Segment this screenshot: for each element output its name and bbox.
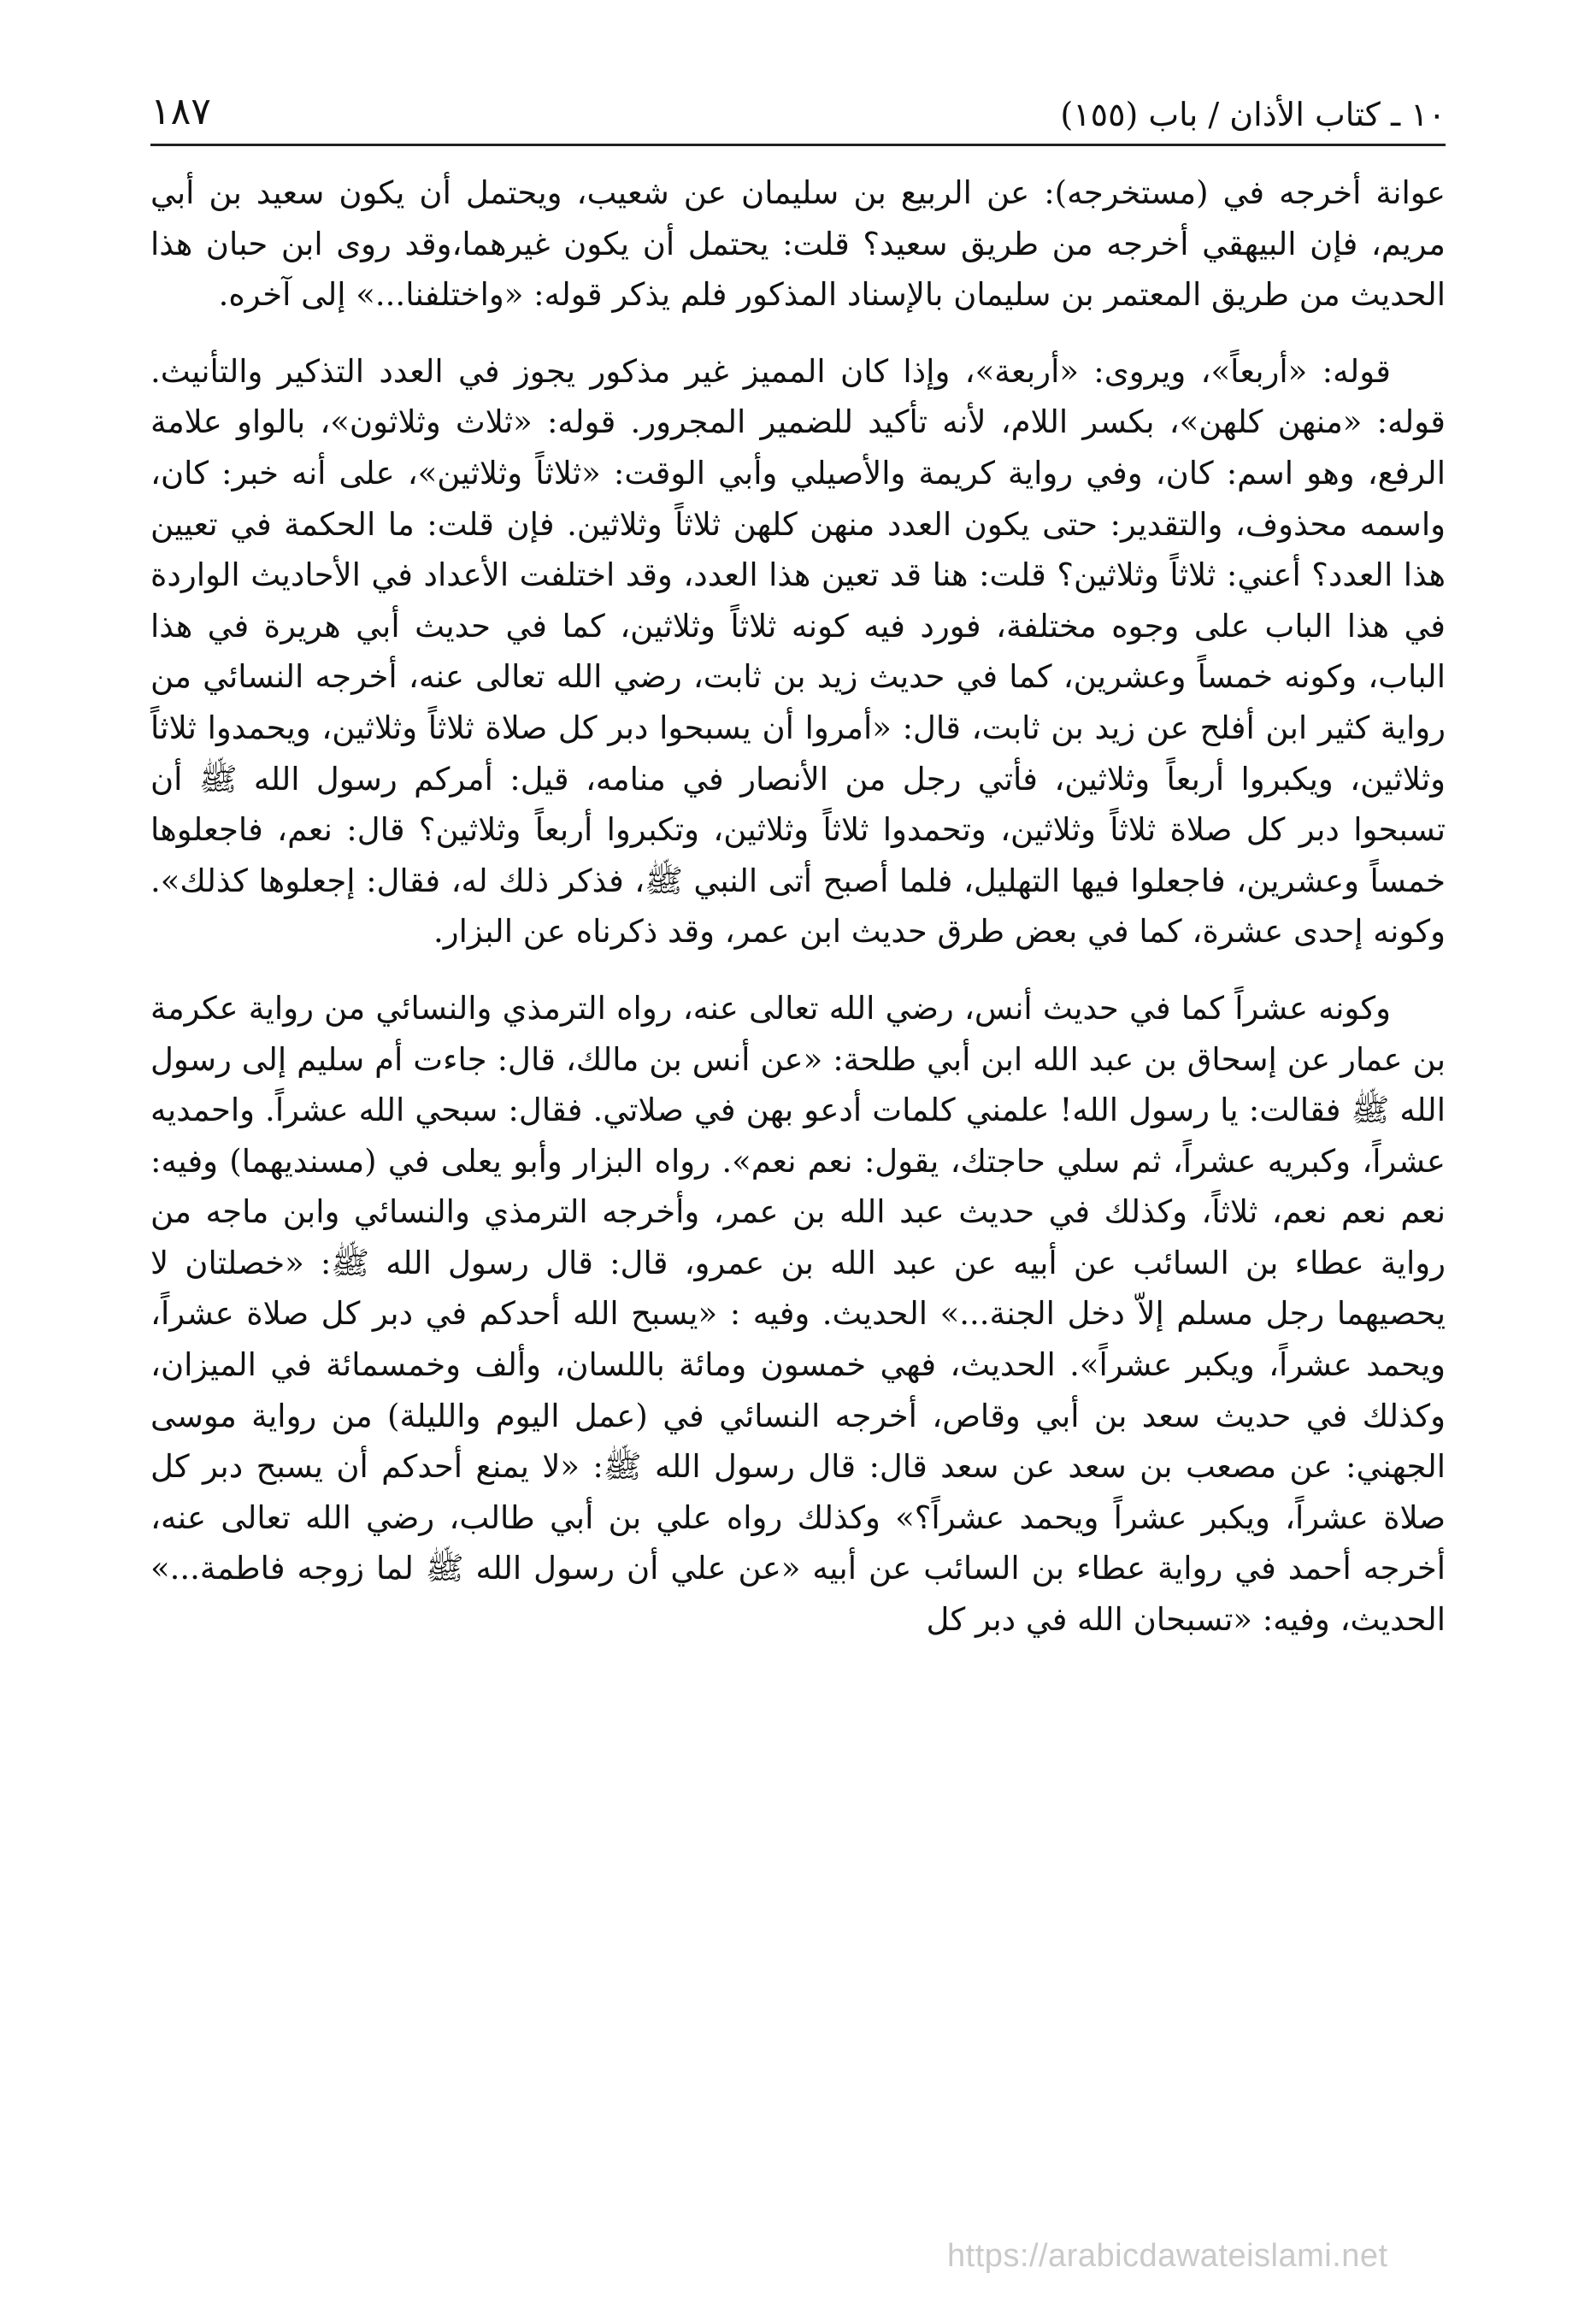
- header-divider: [150, 144, 1446, 146]
- paragraph-1: عوانة أخرجه في (مستخرجه): عن الربيع بن سليمان عن شعيب، ويحتمل أن يكون سعيد بن أبي مريم، فإن البيهقي أخرجه من طريق سعيد؟ قلت: يحتمل أن يكون غيرهما،وقد روى ابن حبان هذا الحديث من طريق المعتمر بن سليمان بالإسناد المذكور فلم يذكر قوله: «واختلفنا...» إلى آخره.: [150, 174, 1446, 314]
- paragraph-2: قوله: «أربعاً»، ويروى: «أربعة»، وإذا كان المميز غير مذكور يجوز في العدد التذكير والتأنيث. قوله: «منهن كلهن»، بكسر اللام، لأنه تأكيد للضمير المجرور. قوله: «ثلاث وثلاثون»، بالواو علامة الرفع، وهو اسم: كان، وفي رواية كريمة والأصيلي وأبي الوقت: «ثلاثاً وثلاثين»، على أنه خبر: كان، واسمه محذوف، والتقدير: حتى يكون العدد منهن كلهن ثلاثاً وثلاثين. فإن قلت: ما الحكمة في تعيين هذا العدد؟ أعني: ثلاثاً وثلاثين؟ قلت: هنا قد تعين هذا العدد، وقد اختلفت الأعداد في الأحاديث الواردة في هذا الباب على وجوه مختلفة، فورد فيه كونه ثلاثاً وثلاثين، كما في حديث أبي هريرة في هذا الباب، وكونه خمساً وعشرين، كما في حديث زيد بن ثابت، رضي الله تعالى عنه، أخرجه النسائي من رواية كثير ابن أفلح عن زيد بن ثابت، قال: «أمروا أن يسبحوا دبر كل صلاة ثلاثاً وثلاثين، ويحمدوا ثلاثاً وثلاثين، ويكبروا أربعاً وثلاثين، فأتي رجل من الأنصار في منامه، قيل: أمركم رسول الله ﷺ أن تسبحوا دبر كل صلاة ثلاثاً وثلاثين، وتحمدوا ثلاثاً وثلاثين، وتكبروا أربعاً وثلاثين؟ قال: نعم، فاجعلوها خمساً وعشرين، فاجعلوا فيها التهليل، فلما أصبح أتى النبي ﷺ، فذكر ذلك له، فقال: إجعلوها كذلك». وكونه إحدى عشرة، كما في بعض طرق حديث ابن عمر، وقد ذكرناه عن البزار.: [150, 352, 1446, 951]
- page-number: ١٨٧: [150, 90, 211, 133]
- paragraph-3: وكونه عشراً كما في حديث أنس، رضي الله تعالى عنه، رواه الترمذي والنسائي من رواية عكرمة بن عمار عن إسحاق بن عبد الله ابن أبي طلحة: «عن أنس بن مالك، قال: جاءت أم سليم إلى رسول الله ﷺ فقالت: يا رسول الله! علمني كلمات أدعو بهن في صلاتي. فقال: سبحي الله عشراً. واحمديه عشراً، وكبريه عشراً، ثم سلي حاجتك، يقول: نعم نعم». رواه البزار وأبو يعلى في (مسنديهما) وفيه: نعم نعم نعم، ثلاثاً، وكذلك في حديث عبد الله بن عمر، وأخرجه الترمذي والنسائي وابن ماجه من رواية عطاء بن السائب عن أبيه عن عبد الله بن عمرو، قال: قال رسول الله ﷺ: «خصلتان لا يحصيهما رجل مسلم إلاّ دخل الجنة...» الحديث. وفيه : «يسبح الله أحدكم في دبر كل صلاة عشراً، ويحمد عشراً، ويكبر عشراً». الحديث، فهي خمسون ومائة باللسان، وألف وخمسمائة في الميزان، وكذلك في حديث سعد بن أبي وقاص، أخرجه النسائي في (عمل اليوم والليلة) من رواية موسى الجهني: عن مصعب بن سعد عن سعد قال: قال رسول الله ﷺ: «لا يمنع أحدكم أن يسبح دبر كل صلاة عشراً، ويكبر عشراً ويحمد عشراً؟» وكذلك رواه علي بن أبي طالب، رضي الله تعالى عنه، أخرجه أحمد في رواية عطاء بن السائب عن أبيه «عن علي أن رسول الله ﷺ لما زوجه فاطمة...» الحديث، وفيه: «تسبحان الله في دبر كل: [150, 989, 1446, 1639]
- main-text: [150, 168, 1446, 1646]
- running-title: ١٠ ـ كتاب الأذان / باب (١٥٥): [1060, 96, 1446, 133]
- watermark-url: https://arabicdawateislami.net: [947, 2238, 1388, 2274]
- page-header: [150, 82, 1446, 133]
